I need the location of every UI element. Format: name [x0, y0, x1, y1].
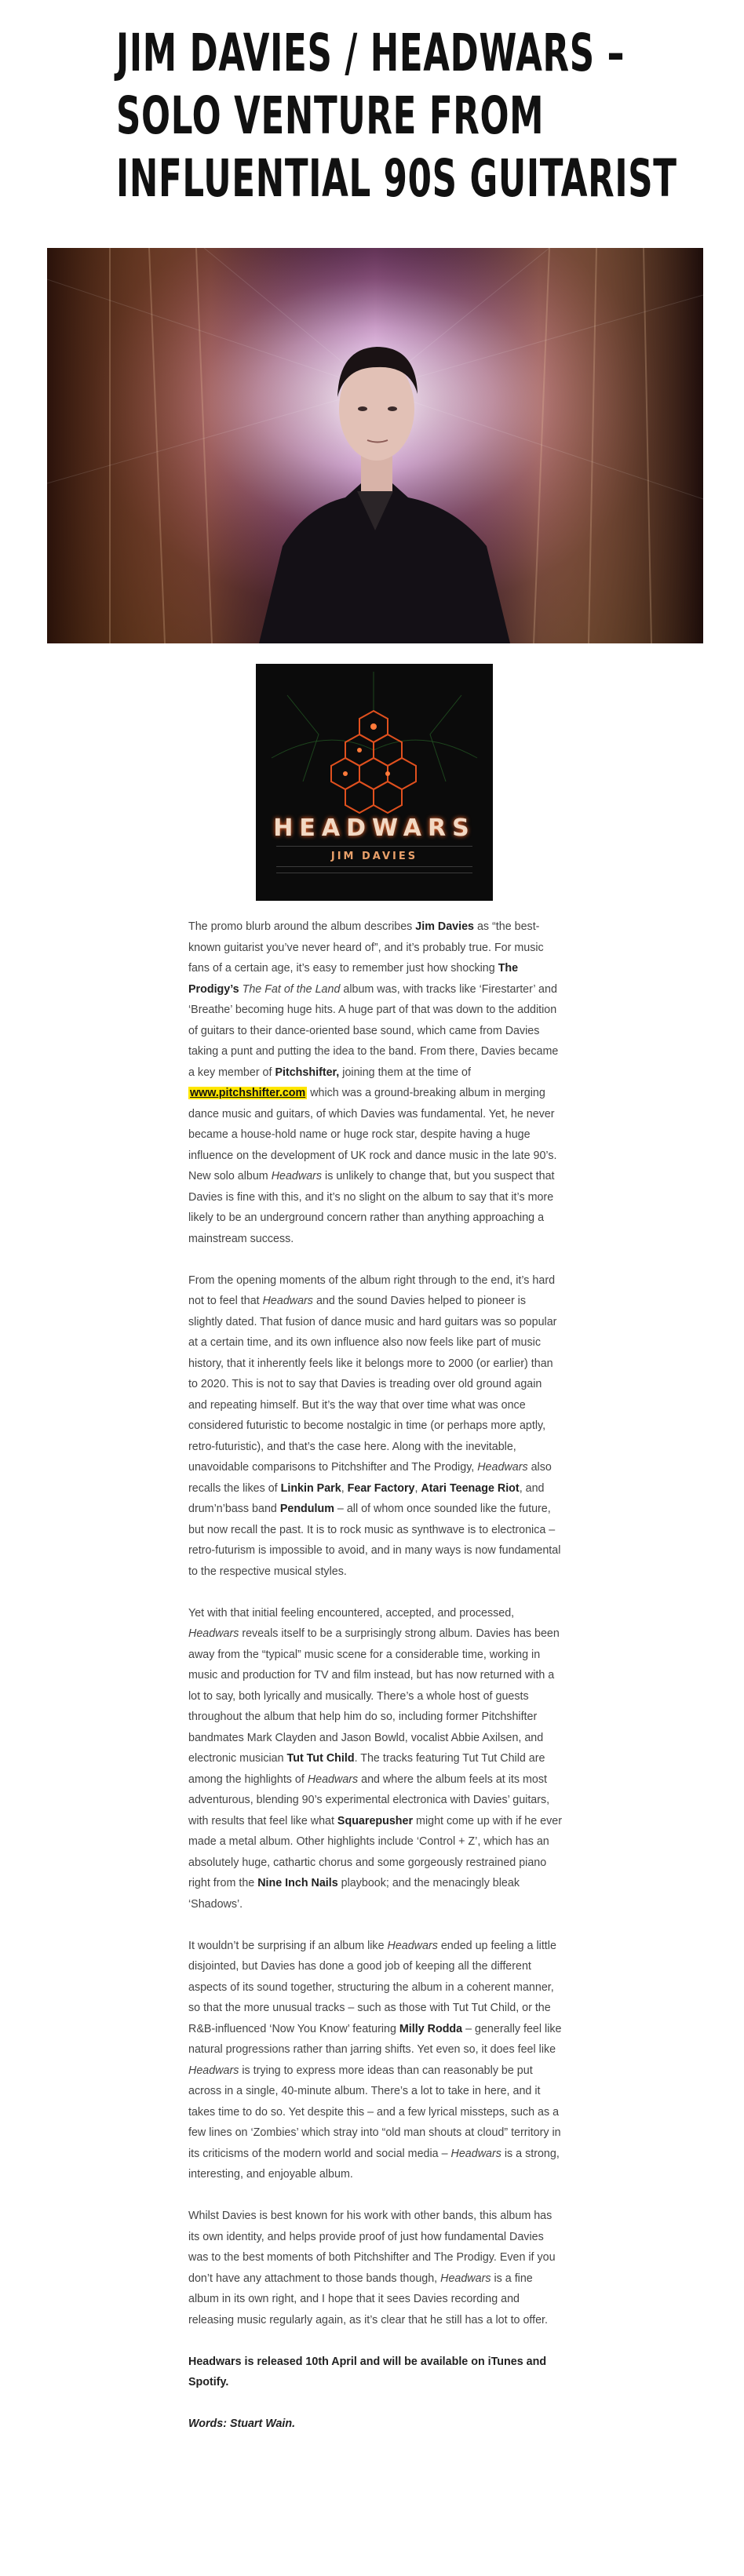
text: album was, with tracks like ‘Firestarter’ and ‘Breathe’ becoming huge hits. A huge part of that was down to the addition of guitars to their dance-oriented base sound, which came from Davies taking a punt and putting the idea to the band. From there, Davies became a key member of [188, 982, 559, 1079]
album-name: Headwars [271, 1170, 323, 1182]
text: Yet with that initial feeling encountered, accepted, and processed, [188, 1606, 515, 1620]
pitchshifter-link[interactable]: www.pitchshifter.com [190, 1087, 306, 1099]
album-name: Headwars [188, 1627, 239, 1640]
title-line: INFLUENTIAL 90S GUITARIST [116, 148, 677, 209]
text: From the opening moments of the album right through to the end, it’s hard not to feel that [188, 1273, 556, 1307]
album-cover-title: HEADWARS [273, 814, 476, 842]
album-name: Headwars [307, 1773, 359, 1786]
text: and where the album feels at its most adventurous, blending 90’s experimental electronica with Davies’ guitars, with results that feel like what [188, 1773, 550, 1827]
album-cover-artwork [256, 664, 493, 901]
album-name: The Fat of the Land [242, 982, 341, 996]
text: is a fine album in its own right, and I hope that it sees Davies recording and releasing music regularly again, as it’s clear that he still has a lot to offer. [188, 2272, 549, 2326]
release-note: Headwars is released 10th April and will be available on iTunes and Spotify. [188, 2355, 547, 2388]
band-name: Pendulum [279, 1503, 334, 1515]
paragraph [188, 2206, 562, 2330]
album-cover [256, 664, 493, 901]
text: It wouldn’t be surprising if an album like [188, 1939, 388, 1952]
artist-name: Milly Rodda [399, 2022, 463, 2035]
paragraph [188, 1936, 562, 2185]
text: Whilst Davies is best known for his work with other bands, this album has its own identity, and helps provide proof of just how fundamental Davies was to the best moments of both Pitchshifter and The Prodigy. Even if you don’t have any attachment to those bands though, [188, 2210, 556, 2285]
band-name: Linkin Park [280, 1481, 341, 1495]
album-name: Headwars [440, 2272, 491, 2285]
text: , [414, 1481, 421, 1495]
text: , and drum’n’bass band [188, 1481, 545, 1515]
paragraph [188, 916, 562, 1249]
artist-name: Jim Davies [415, 920, 474, 933]
text: reveals itself to be a surprisingly strong album. Davies has been away from the “typical” music scene for a considerable time, working in music and production for TV and film instead, but has now returned with a lot to say, both lyrically and musically. There’s a whole host of guests throughout the album that help him do so, including former Pitchshifter bandmates Mark Clayden and Jason Bowld, vocalist Abbie Axilsen, and electronic musician [188, 1627, 560, 1765]
text: also recalls the likes of [188, 1461, 552, 1495]
text: joining them at the time of [339, 1066, 471, 1079]
text: . The tracks featuring Tut Tut Child are among the highlights of [188, 1752, 545, 1786]
album-name: Headwars [387, 1939, 438, 1952]
album-name: Headwars [262, 1295, 313, 1307]
band-name: Fear Factory [347, 1481, 415, 1495]
artist-name: Tut Tut Child [286, 1752, 355, 1765]
divider [276, 866, 472, 867]
text: The promo blurb around the album describes [188, 920, 416, 933]
text: – all of whom once sounded like the future, but now recall the past. It is to rock music as synthwave is to electronica – retro-futurism is impossible to avoid, and in many ways is now fundamental to the respective musical styles. [188, 1503, 561, 1578]
hero-photo [47, 248, 703, 643]
text: might come up with if he ever made a metal album. Other highlights include ‘Control + Z’, which has an absolutely huge, cathartic chorus and some gorgeously restrained piano right from the [188, 1814, 562, 1889]
band-name: Pitchshifter, [275, 1066, 340, 1079]
text: – generally feel like natural progressions rather than jarring shifts. Yet even so, it does feel like [188, 2022, 562, 2056]
hero-photo-artwork [47, 248, 703, 643]
paragraph [188, 1270, 562, 1583]
album-cover-artist: JIM DAVIES [330, 851, 418, 862]
text: is a strong, interesting, and enjoyable album. [188, 2147, 560, 2181]
title-line: JIM DAVIES / HEADWARS – [116, 23, 625, 83]
article-body [188, 916, 562, 2455]
article-title [116, 22, 677, 210]
author-credit: Words: Stuart Wain. [188, 2418, 296, 2430]
text: as “the best-known guitarist you’ve never heard of”, and it’s probably true. For music fans of a certain age, it’s easy to remember just how shocking [188, 920, 544, 975]
text: is trying to express more ideas than can reasonably be put across in a single, 40-minute album. There’s a lot to take in here, and it takes time to do so. Yet despite this – and a few lyrical missteps, such as a few lines on ‘Zombies’ which stray into “old man shouts at cloud” territory in its criticisms of the modern world and social media – [188, 2064, 561, 2160]
title-line: SOLO VENTURE FROM [116, 86, 545, 146]
album-name: Headwars [477, 1461, 528, 1474]
text: is unlikely to change that, but you suspect that Davies is fine with this, and it’s no slight on the album to say that it’s more likely to be an underground concern rather than anything approaching a mainstream success. [188, 1170, 555, 1245]
artist-name: Squarepusher [337, 1814, 414, 1827]
text: which was a ground-breaking album in merging dance music and guitars, of which Davies was fundamental. Yet, he never became a house-hold name or huge rock star, despite having a huge influence on the development of UK rock and dance music in the late 90’s. New solo album [188, 1087, 557, 1182]
band-name: Nine Inch Nails [257, 1877, 338, 1889]
album-name: Headwars [188, 2064, 239, 2077]
divider [276, 846, 472, 847]
album-name: Headwars [450, 2147, 501, 2160]
text: , [341, 1481, 348, 1495]
paragraph [188, 1603, 562, 1915]
band-name: Atari Teenage Riot [421, 1481, 520, 1495]
band-name: The Prodigy’s [188, 962, 519, 996]
text: playbook; and the menacingly bleak ‘Shadows’. [188, 1877, 520, 1911]
text: and the sound Davies helped to pioneer is slightly dated. That fusion of dance music and hard guitars was so popular at a certain time, and its own influence also now feels like part of music history, that it inherently feels like it belongs more to 2000 (or earlier) than to 2020. This is not to say that Davies is treading over old ground again and repeating himself. But it’s the way that over time what was once considered futuristic to become nostalgic in time (or perhaps more aptly, retro-futuristic), and that’s the case here. Along with the inevitable, unavoidable comparisons to Pitchshifter and The Prodigy, [188, 1295, 557, 1474]
text: ended up feeling a little disjointed, but Davies has done a good job of keeping all the different aspects of its sound together, structuring the album in a coherent manner, so that the more unusual tracks – such as those with Tut Tut Child, or the R&B-influenced ‘Now You Know’ featuring [188, 1939, 556, 2035]
